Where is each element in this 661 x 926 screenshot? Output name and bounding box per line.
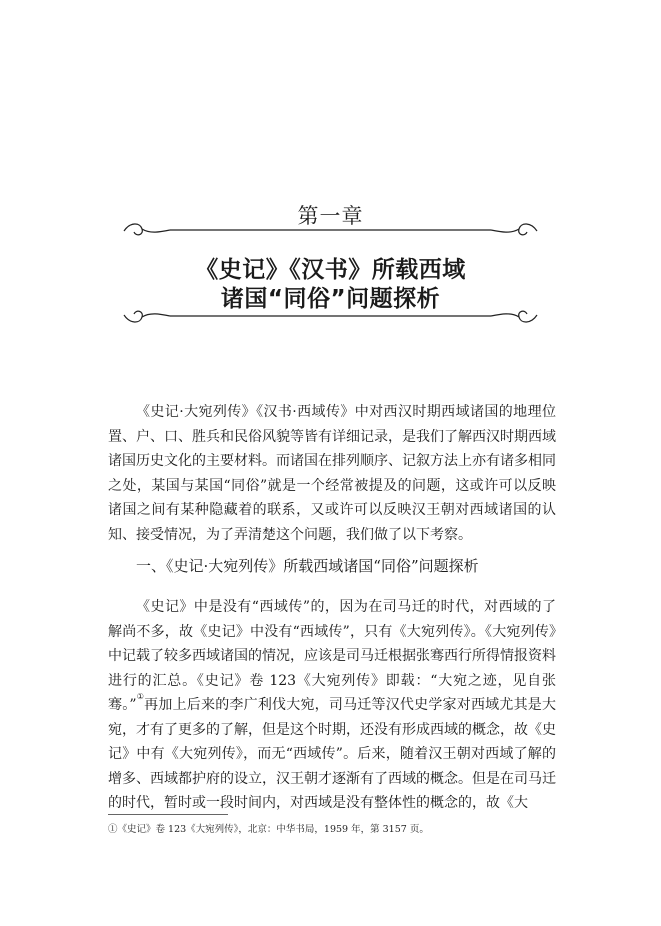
footnote-reference-mark[interactable]: ① bbox=[136, 692, 145, 701]
section-heading: 一、《史记·大宛列传》所载西域诸国“同俗”问题探析 bbox=[136, 557, 479, 575]
chapter-title-line-2: 诸国“同俗”问题探析 bbox=[220, 286, 441, 312]
intro-paragraph: 《史记·大宛列传》《汉书·西域传》中对西汉时期西域诸国的地理位置、户、口、胜兵和民俗风貌等皆有详细记录，是我们了解西汉时期西域诸国历史文化的主要材料。而诸国在排列顺序、记叙方法上亦有诸多相同之处，某国与某国“同俗”就是一个经常被提及的问题，这或许可以反映诸国之间有某种隐藏着的联系，又或许可以反映汉王朝对西域诸国的认知、接受情况，为了弄清楚这个问题，我们做了以下考察。 bbox=[108, 404, 556, 543]
chapter-number: 第一章 bbox=[297, 204, 364, 228]
footnote-divider bbox=[108, 814, 228, 815]
chapter-title-line-1: 《史记》《汉书》所载西域 bbox=[195, 257, 466, 283]
body-paragraph bbox=[108, 595, 556, 816]
footnote: ①《史记》卷 123《大宛列传》，北京：中华书局，1959 年，第 3157 页。 bbox=[108, 824, 429, 835]
ornament-top-divider bbox=[120, 216, 541, 242]
body-text-part-2: 再加上后来的李广利伐大宛，司马迁等汉代史学家对西域尤其是大宛，才有了更多的了解，但是这个时期，还没有形成西域的概念，故《史记》中有《大宛列传》，而无“西域传”。后来，随着汉王朝对西域了解的增多、西域都护府的设立，汉王朝才逐渐有了西域的概念。但是在司马迁的时代，暂时或一段时间内，对西域是没有整体性的概念的，故《大 bbox=[108, 697, 556, 811]
ornament-bottom-divider bbox=[120, 304, 541, 330]
body-text-part-1: 《史记》中是没有“西域传”的，因为在司马迁的时代，对西域的了解尚不多，故《史记》中没有“西域传”，只有《大宛列传》。《大宛列传》中记载了较多西域诸国的情况，应该是司马迁根据张骞西行所得情报资料进行的汇总。《史记》卷 123《大宛列传》即载：“大宛之迹，见自张骞。” bbox=[108, 599, 556, 713]
